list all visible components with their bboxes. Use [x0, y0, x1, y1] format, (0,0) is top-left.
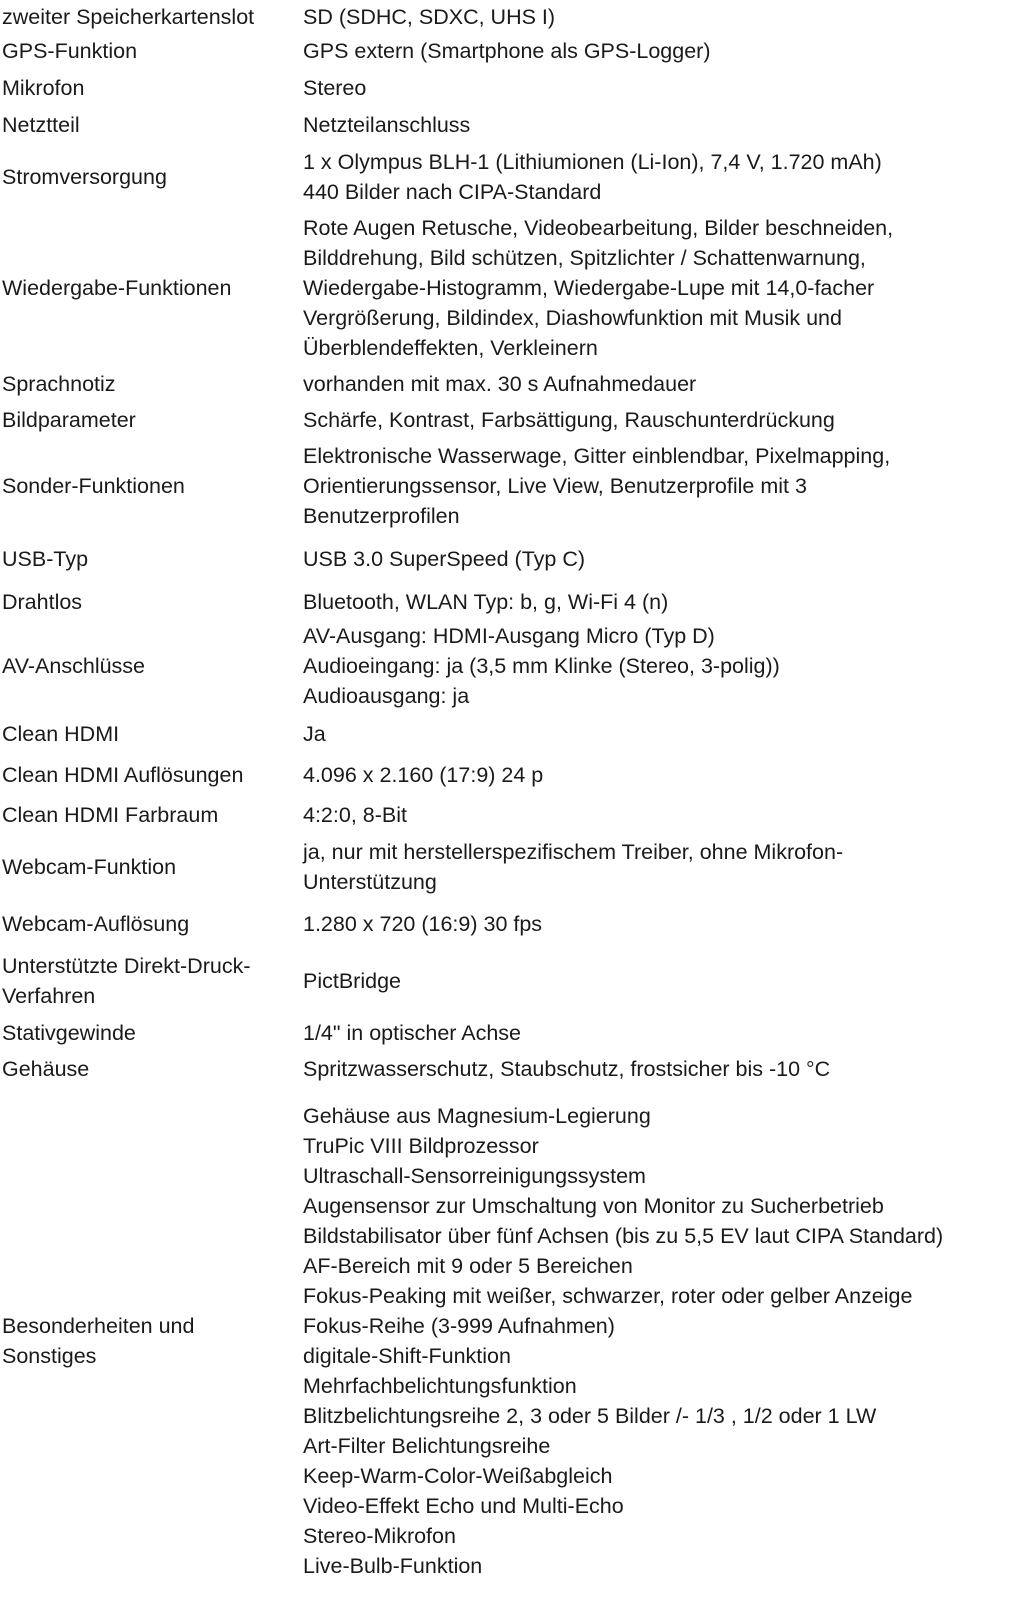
spec-row — [0, 754, 1035, 796]
spec-label — [2, 587, 297, 617]
spec-label — [2, 162, 297, 192]
spec-label-line: Sprachnotiz — [2, 372, 116, 396]
spec-label-line: Clean HDMI Farbraum — [2, 803, 219, 827]
spec-label — [2, 273, 297, 303]
spec-label-line: Sonder-Funktionen — [2, 474, 185, 498]
spec-row — [0, 402, 1035, 438]
spec-value — [303, 1018, 1033, 1048]
spec-value-line: Augensensor zur Umschaltung von Monitor zu Sucherbetrieb — [303, 1194, 884, 1218]
spec-value — [303, 1054, 1033, 1084]
spec-value — [303, 800, 1033, 830]
spec-row — [0, 618, 1035, 714]
spec-value-line: Benutzerprofilen — [303, 504, 460, 528]
spec-value — [303, 966, 1033, 996]
spec-row — [0, 1016, 1035, 1050]
spec-label — [2, 909, 297, 939]
spec-row — [0, 534, 1035, 584]
spec-value-line: Elektronische Wasserwage, Gitter einblendbar, Pixelmapping, — [303, 444, 891, 468]
spec-label — [2, 36, 297, 66]
spec-row — [0, 438, 1035, 534]
spec-row — [0, 0, 1035, 33]
spec-label — [2, 760, 297, 790]
spec-value-line: Spritzwasserschutz, Staubschutz, frostsicher bis -10 °C — [303, 1057, 831, 1081]
spec-value — [303, 760, 1033, 790]
spec-label-line: Gehäuse — [2, 1057, 90, 1081]
spec-label — [2, 951, 297, 1011]
spec-label — [2, 852, 297, 882]
spec-label-line: Stromversorgung — [2, 164, 167, 189]
spec-label-line: Drahtlos — [2, 590, 83, 614]
spec-value — [303, 544, 1033, 574]
spec-label-line: AV-Anschlüsse — [2, 654, 146, 678]
spec-value-line: SD (SDHC, SDXC, UHS I) — [303, 4, 556, 29]
spec-label-line: USB-Typ — [2, 547, 89, 571]
spec-value-line: Video-Effekt Echo und Multi-Echo — [303, 1494, 624, 1518]
spec-value-line: Audioausgang: ja — [303, 684, 470, 708]
spec-value-line: 1/4" in optischer Achse — [303, 1021, 521, 1045]
spec-row — [0, 1051, 1035, 1087]
spec-label — [2, 471, 297, 501]
spec-value-line: 1 x Olympus BLH-1 (Lithiumionen (Li-Ion), 7,4 V, 1.720 mAh) — [303, 149, 882, 174]
spec-value-line: GPS extern (Smartphone als GPS-Logger) — [303, 39, 711, 63]
spec-value-line: Wiedergabe-Histogramm, Wiedergabe-Lupe mit 14,0-facher — [303, 275, 875, 300]
spec-value-line: Schärfe, Kontrast, Farbsättigung, Rauschunterdrückung — [303, 408, 835, 432]
spec-row — [0, 210, 1035, 365]
spec-value-line: AV-Ausgang: HDMI-Ausgang Micro (Typ D) — [303, 624, 715, 648]
spec-label — [2, 1054, 297, 1084]
spec-label-line: Clean HDMI — [2, 722, 120, 746]
spec-label-line: Verfahren — [2, 984, 96, 1008]
spec-label-line: GPS-Funktion — [2, 39, 138, 63]
spec-value-line: Unterstützung — [303, 870, 437, 894]
spec-value-line: Bildstabilisator über fünf Achsen (bis zu 5,5 EV laut CIPA Standard) — [303, 1224, 944, 1248]
spec-value — [303, 1101, 1033, 1581]
spec-row — [0, 107, 1035, 143]
spec-row — [0, 366, 1035, 402]
spec-value — [303, 73, 1033, 103]
spec-label-line: Webcam-Funktion — [2, 855, 177, 879]
spec-label — [2, 405, 297, 435]
spec-label-line: Stativgewinde — [2, 1021, 136, 1045]
spec-value-line: Blitzbelichtungsreihe 2, 3 oder 5 Bilder /- 1/3 , 1/2 oder 1 LW — [303, 1404, 877, 1428]
spec-value-line: PictBridge — [303, 969, 401, 993]
spec-value — [303, 837, 1033, 897]
spec-value-line: TruPic VIII Bildprozessor — [303, 1134, 539, 1158]
spec-label-line: Netztteil — [2, 113, 80, 137]
spec-label — [2, 1311, 297, 1371]
spec-label-line: Unterstützte Direkt-Druck- — [2, 954, 251, 978]
spec-label — [2, 1018, 297, 1048]
spec-label — [2, 651, 297, 681]
spec-row — [0, 834, 1035, 900]
spec-row — [0, 584, 1035, 620]
spec-label — [2, 73, 297, 103]
spec-value-line: Ultraschall-Sensorreinigungssystem — [303, 1164, 646, 1188]
spec-value-line: Audioeingang: ja (3,5 mm Klinke (Stereo, 3-polig)) — [303, 654, 780, 678]
spec-value-line: Fokus-Reihe (3-999 Aufnahmen) — [303, 1314, 615, 1338]
spec-value-line: ja, nur mit herstellerspezifischem Treiber, ohne Mikrofon- — [303, 840, 844, 864]
spec-label-line: Wiedergabe-Funktionen — [2, 275, 232, 300]
spec-value-line: Mehrfachbelichtungsfunktion — [303, 1374, 577, 1398]
spec-row — [0, 143, 1035, 210]
spec-value-line: Stereo-Mikrofon — [303, 1524, 456, 1548]
spec-value — [303, 2, 1033, 32]
spec-value-line: Vergrößerung, Bildindex, Diashowfunktion mit Musik und — [303, 305, 842, 330]
spec-value-line: USB 3.0 SuperSpeed (Typ C) — [303, 547, 586, 571]
spec-value — [303, 36, 1033, 66]
spec-label — [2, 800, 297, 830]
spec-label — [2, 719, 297, 749]
spec-row — [0, 70, 1035, 106]
spec-value-line: 1.280 x 720 (16:9) 30 fps — [303, 912, 543, 936]
spec-value-line: 440 Bilder nach CIPA-Standard — [303, 179, 602, 204]
spec-row — [0, 797, 1035, 833]
spec-label-line: Besonderheiten und — [2, 1314, 195, 1338]
spec-row — [0, 906, 1035, 942]
spec-value — [303, 147, 1033, 207]
spec-label — [2, 544, 297, 574]
spec-value — [303, 719, 1033, 749]
spec-value-line: Rote Augen Retusche, Videobearbeitung, Bilder beschneiden, — [303, 215, 894, 240]
spec-value — [303, 441, 1033, 531]
spec-value-line: AF-Bereich mit 9 oder 5 Bereichen — [303, 1254, 633, 1278]
spec-row — [0, 946, 1035, 1016]
spec-value-line: Gehäuse aus Magnesium-Legierung — [303, 1104, 651, 1128]
spec-row — [0, 716, 1035, 752]
spec-value-line: Ja — [303, 722, 326, 746]
spec-label-line: Sonstiges — [2, 1344, 97, 1368]
spec-value-line: Überblendeffekten, Verkleinern — [303, 335, 598, 360]
spec-label-line: Webcam-Auflösung — [2, 912, 190, 936]
spec-value-line: 4.096 x 2.160 (17:9) 24 p — [303, 763, 544, 787]
spec-value-line: vorhanden mit max. 30 s Aufnahmedauer — [303, 372, 697, 396]
spec-value-line: Art-Filter Belichtungsreihe — [303, 1434, 551, 1458]
spec-label — [2, 110, 297, 140]
spec-label — [2, 2, 297, 32]
spec-value — [303, 405, 1033, 435]
spec-value-line: Fokus-Peaking mit weißer, schwarzer, roter oder gelber Anzeige — [303, 1284, 913, 1308]
spec-label-line: Mikrofon — [2, 76, 85, 100]
spec-value — [303, 213, 1033, 363]
spec-row — [0, 1086, 1035, 1596]
spec-label-line: Bildparameter — [2, 408, 136, 432]
spec-value-line: Live-Bulb-Funktion — [303, 1554, 483, 1578]
spec-value-line: Bluetooth, WLAN Typ: b, g, Wi-Fi 4 (n) — [303, 590, 669, 614]
spec-value — [303, 587, 1033, 617]
spec-value-line: 4:2:0, 8-Bit — [303, 803, 407, 827]
spec-label-line: Clean HDMI Auflösungen — [2, 763, 244, 787]
spec-row — [0, 33, 1035, 69]
spec-value — [303, 909, 1033, 939]
spec-value-line: Keep-Warm-Color-Weißabgleich — [303, 1464, 613, 1488]
spec-value-line: Netzteilanschluss — [303, 113, 471, 137]
spec-value — [303, 110, 1033, 140]
spec-label — [2, 369, 297, 399]
spec-value-line: digitale-Shift-Funktion — [303, 1344, 511, 1368]
spec-value — [303, 369, 1033, 399]
spec-value-line: Stereo — [303, 76, 367, 100]
spec-label-line: zweiter Speicherkartenslot — [2, 4, 255, 29]
spec-value — [303, 621, 1033, 711]
spec-value-line: Orientierungssensor, Live View, Benutzerprofile mit 3 — [303, 474, 807, 498]
spec-value-line: Bilddrehung, Bild schützen, Spitzlichter / Schattenwarnung, — [303, 245, 866, 270]
